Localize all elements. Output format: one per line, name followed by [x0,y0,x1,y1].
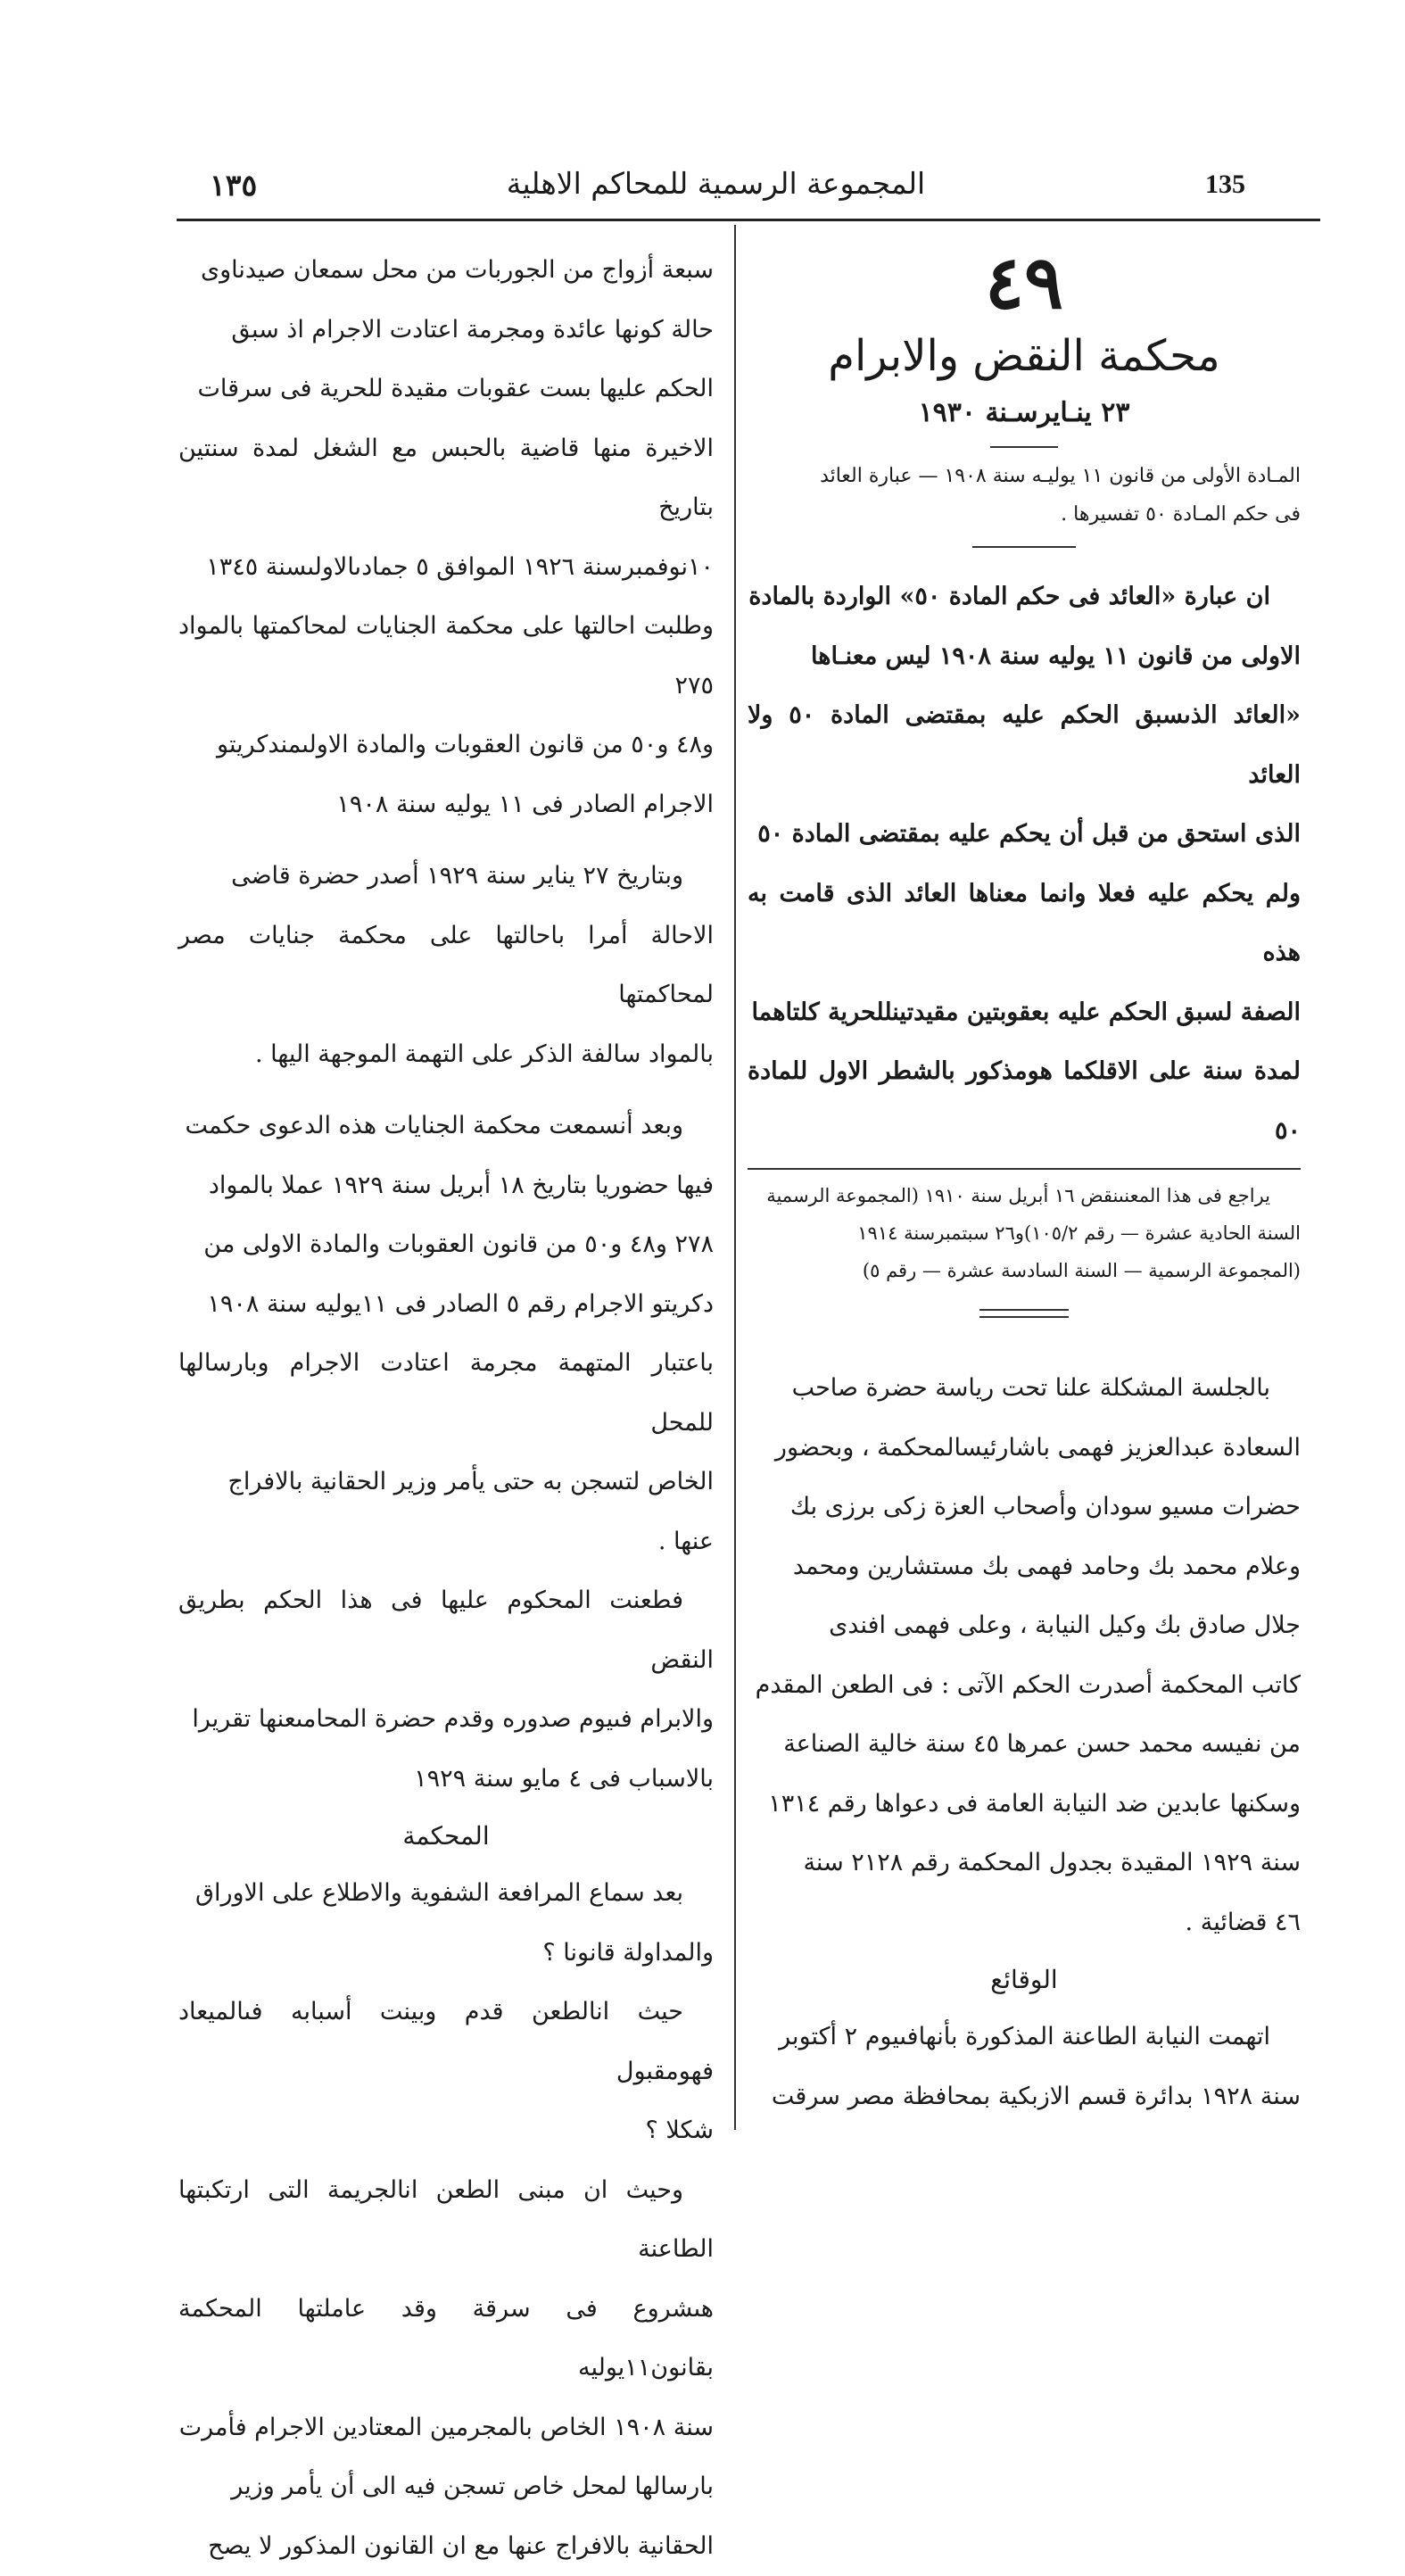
session-line: بالجلسة المشكلة علنا تحت رياسة حضرة صاحب [748,1359,1301,1419]
judgment-date: ٢٣ ينـايرسـنة ١٩٣٠ [748,387,1301,439]
headnote-line: فى حكم المـادة ٥٠ تفسيرها . [748,495,1301,534]
paragraph [178,847,714,1084]
footnote-line: (المجموعة الرسمية — السنة السادسة عشرة — رقم ٥) [748,1252,1301,1289]
text-line: شكلا ؟ [178,2101,714,2161]
text-line: الاخيرة منها قاضية بالحبس مع الشغل لمدة سنتين بتاريخ [178,419,714,538]
journal-title: المجموعة الرسمية للمحاكم الاهلية [174,166,1258,201]
text-line: والابرام فىيوم صدوره وقدم حضرة المحامىعنها تقريرا [178,1690,714,1750]
divider [990,446,1058,448]
text-line: وبتاريخ ٢٧ يناير سنة ١٩٢٩ أصدر حضرة قاضى [178,847,714,907]
facts-line: اتهمت النيابة الطاعنة المذكورة بأنهافىيوم ٢ أكتوبر [748,2008,1301,2067]
court-name: محكمة النقض والابرام [748,325,1301,387]
page-number-latin: 135 [1205,170,1245,200]
text-line: عنها . [178,1512,714,1572]
left-column [178,241,714,2576]
column-separator [734,225,736,2130]
headnote-line: المـادة الأولى من قانون ١١ يوليـه سنة ١٩٠٨ — عبارة العائد [748,457,1301,495]
session-line: سنة ١٩٢٩ المقيدة بجدول المحكمة رقم ٢١٢٨ سنة [748,1834,1301,1893]
principle-line: الصفة لسبق الحكم عليه بعقوبتين مقيدتينللحرية كلتاهما [748,983,1301,1043]
text-line: و٤٨ و٥٠ من قانون العقوبات والمادة الاولىمندكريتو [178,716,714,775]
session-line: جلال صادق بك وكيل النيابة ، وعلى فهمى افندى [748,1596,1301,1656]
text-line: بالاسباب فى ٤ مايو سنة ١٩٢٩ [178,1750,714,1810]
legal-principle [748,567,1301,1161]
session-paragraph [748,1359,1301,1952]
text-line: ١٠نوفمبرسنة ١٩٢٦ الموافق ٥ جمادىالاولىسنة ١٣٤٥ [178,538,714,598]
running-header [174,161,1258,214]
paragraph [178,1571,714,1809]
headnote [748,457,1301,534]
session-line: من نفيسه محمد حسن عمرها ٤٥ سنة خالية الصناعة [748,1715,1301,1775]
principle-line: ان عبارة «العائد فى حكم المادة ٥٠» الواردة بالمادة [748,567,1301,627]
divider [972,546,1076,548]
text-line: دكريتو الاجرام رقم ٥ الصادر فى ١١يوليه سنة ١٩٠٨ [178,1275,714,1335]
paragraph [178,2161,714,2576]
text-line: وحيث ان مبنى الطعن انالجريمة التى ارتكبتها الطاعنة [178,2161,714,2280]
footnote-rule [748,1168,1301,1170]
text-line: بارسالها لمحل خاص تسجن فيه الى أن يأمر وزير [178,2457,714,2517]
principle-line: ولم يحكم عليه فعلا وانما معناها العائد الذى قامت به هذه [748,865,1301,983]
principle-line: «العائد الذىسبق الحكم عليه بمقتضى المادة ٥٠ ولا العائد [748,686,1301,805]
text-line: الاحالة أمرا باحالتها على محكمة جنايات مصر لمحاكمتها [178,907,714,1025]
right-column [748,241,1301,2126]
footnote-line: السنة الحادية عشرة — رقم ١٠٥/٢)و٢٦ سبتمبرسنة ١٩١٤ [748,1214,1301,1252]
spacer [178,1084,714,1097]
text-line: فيها حضوريا بتاريخ ١٨ أبريل سنة ١٩٢٩ عملا بالمواد [178,1156,714,1216]
principle-line: الذى استحق من قبل أن يحكم عليه بمقتضى المادة ٥٠ [748,805,1301,865]
text-line: حيث انالطعن قدم وبينت أسبابه فىالميعاد فهومقبول [178,1983,714,2101]
text-line: وطلبت احالتها على محكمة الجنايات لمحاكمتها بالمواد ٢٧٥ [178,597,714,716]
paragraph [178,1097,714,1571]
text-line: سبعة أزواج من الجوربات من محل سمعان صيدناوى [178,241,714,301]
text-line: باعتبار المتهمة مجرمة اعتادت الاجرام وبارسالها للمحل [178,1334,714,1453]
double-divider [979,1309,1069,1318]
text-line: حالة كونها عائدة ومجرمة اعتادت الاجرام اذ سبق [178,301,714,360]
text-line: الخاص لتسجن به حتى يأمر وزير الحقانية بالافراج [178,1453,714,1512]
spacer [178,834,714,847]
text-line: فطعنت المحكوم عليها فى هذا الحكم بطريق النقض [178,1571,714,1690]
text-line: وبعد أنسمعت محكمة الجنايات هذه الدعوى حكمت [178,1097,714,1156]
session-line: وسكنها عابدين ضد النيابة العامة فى دعواها رقم ١٣١٤ [748,1775,1301,1835]
principle-line: لمدة سنة على الاقلكما هومذكور بالشطر الاول للمادة ٥٠ [748,1042,1301,1161]
case-number: ٤٩ [748,243,1301,323]
paragraph [178,1983,714,2161]
text-line: هىشروع فى سرقة وقد عاملتها المحكمة بقانون١١يوليه [178,2280,714,2398]
paragraph [178,241,714,834]
paragraph [178,1864,714,1983]
session-line: ٤٦ قضائية . [748,1893,1301,1953]
text-line: الحقانية بالافراج عنها مع ان القانون المذكور لا يصح [178,2517,714,2576]
text-line: بعد سماع المرافعة الشفوية والاطلاع على الاوراق [178,1864,714,1924]
page-number-arabic: ١٣٥ [210,168,257,203]
footnote-line: يراجع فى هذا المعنىنقض ١٦ أبريل سنة ١٩١٠ (المجموعة الرسمية [748,1177,1301,1214]
text-line: بالمواد سالفة الذكر على التهمة الموجهة اليها . [178,1025,714,1085]
session-line: حضرات مسيو سودان وأصحاب العزة زكى برزى بك [748,1478,1301,1537]
text-line: والمداولة قانونا ؟ [178,1924,714,1984]
session-line: كاتب المحكمة أصدرت الحكم الآتى : فى الطعن المقدم [748,1656,1301,1716]
session-line: السعادة عبدالعزيز فهمى باشارئيسالمحكمة ، وبحضور [748,1419,1301,1479]
facts-heading: الوقائع [748,1952,1301,2008]
session-line: وعلام محمد بك وحامد فهمى بك مستشارين ومحمد [748,1537,1301,1597]
facts-paragraph [748,2008,1301,2126]
text-line: ٢٧٨ و٤٨ و٥٠ من قانون العقوبات والمادة الاولى من [178,1215,714,1275]
footnote [748,1177,1301,1289]
facts-line: سنة ١٩٢٨ بدائرة قسم الازبكية بمحافظة مصر سرقت [748,2067,1301,2127]
text-line: سنة ١٩٠٨ الخاص بالمجرمين المعتادين الاجرام فأمرت [178,2398,714,2458]
text-line: الاجرام الصادر فى ١١ يوليه سنة ١٩٠٨ [178,775,714,835]
court-section-heading: المحكمة [178,1809,714,1864]
text-line: الحكم عليها بست عقوبات مقيدة للحرية فى سرقات [178,360,714,419]
header-rule [177,219,1320,221]
principle-line: الاولى من قانون ١١ يوليه سنة ١٩٠٨ ليس معنـاها [748,627,1301,687]
